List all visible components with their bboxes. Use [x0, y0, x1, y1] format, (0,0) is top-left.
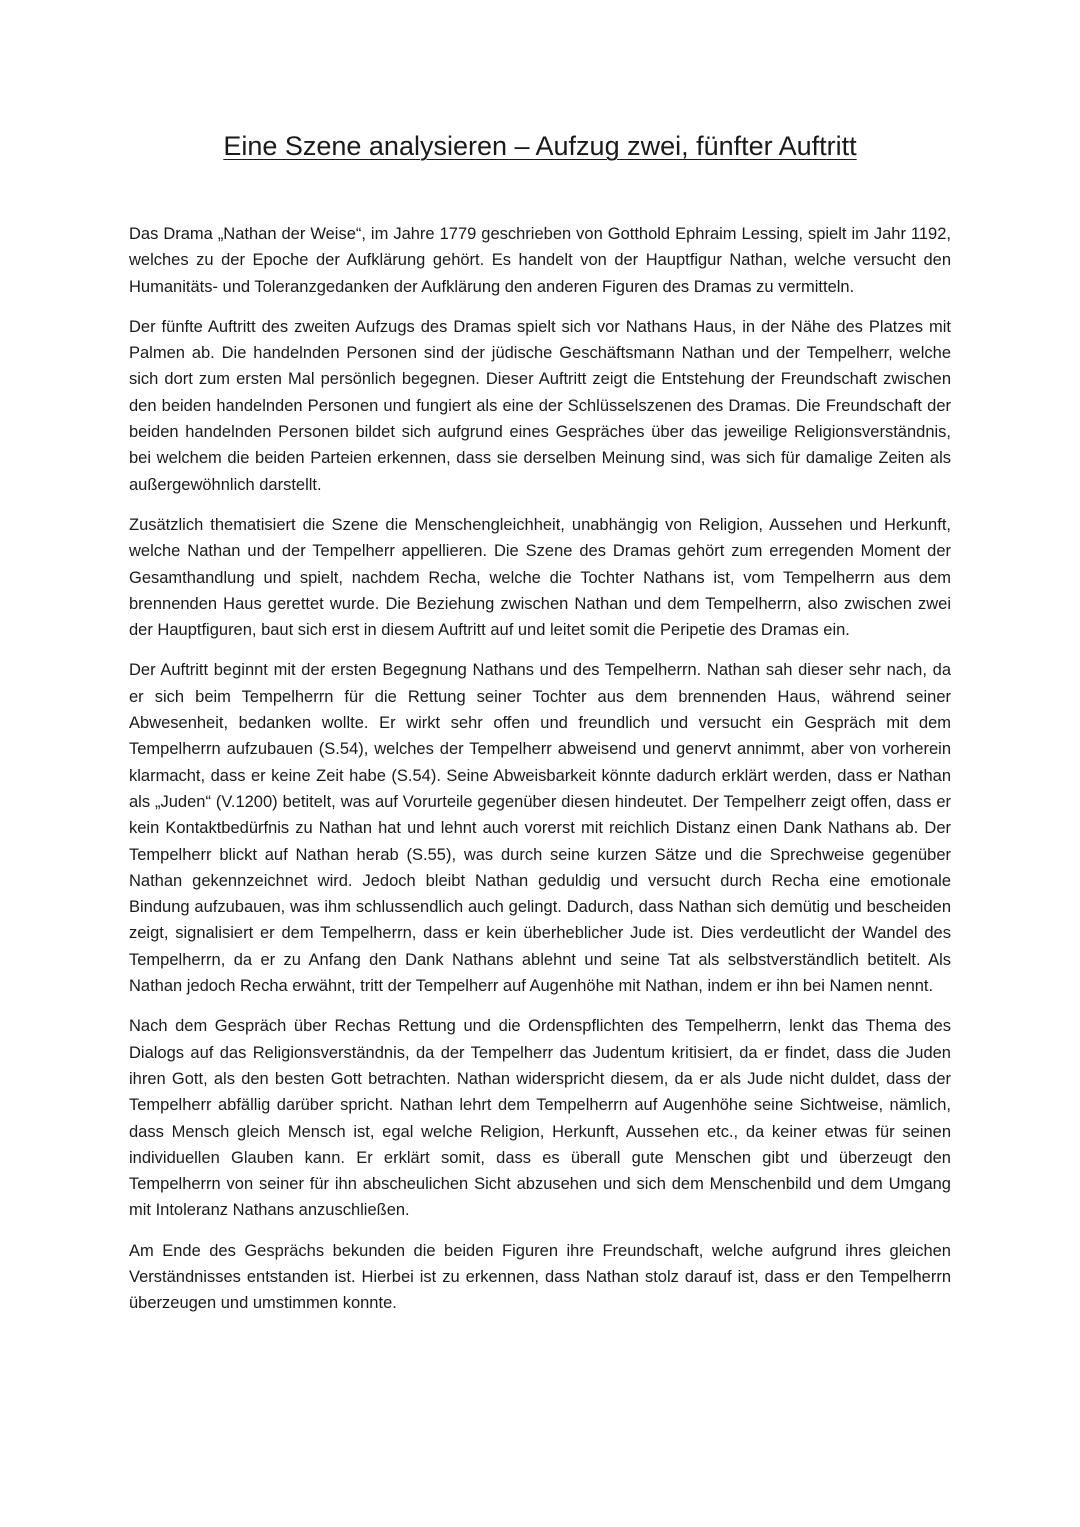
document-body — [129, 221, 951, 1331]
paragraph-conclusion: Am Ende des Gesprächs bekunden die beiden Figuren ihre Freundschaft, welche aufgrund ihres gleichen Verständnisses entstanden ist. Hierbei ist zu erkennen, dass Nathan stolz darauf ist, dass er den Tempelherrn überzeugen und umstimmen konnte. — [129, 1241, 951, 1313]
paragraph-scene-setting: Der fünfte Auftritt des zweiten Aufzugs des Dramas spielt sich vor Nathans Haus, in der Nähe des Platzes mit Palmen ab. Die handelnden Personen sind der jüdische Geschäftsmann Nathan und der Tempelherr, welche sich dort zum ersten Mal persönlich begegnen. Dieser Auftritt zeigt die Entstehung der Freundschaft zwischen den beiden handelnden Personen und fungiert als eine der Schlüsselszenen des Dramas. Die Freundschaft der beiden handelnden Personen bildet sich aufgrund eines Gespräches über das jeweilige Religionsverständnis, bei welchem die beiden Parteien erkennen, dass sie derselben Meinung sind, was sich für damalige Zeiten als außergewöhnlich darstellt. — [129, 317, 951, 494]
page-title: Eine Szene analysieren – Aufzug zwei, fünfter Auftritt — [223, 131, 857, 161]
paragraph-religion-dialogue: Nach dem Gespräch über Rechas Rettung und die Ordenspflichten des Tempelherrn, lenkt das Thema des Dialogs auf das Religionsverständnis, da der Tempelherr das Judentum kritisiert, da er findet, dass die Juden ihren Gott, als den besten Gott betrachten. Nathan widerspricht diesem, da er als Jude nicht duldet, dass der Tempelherr abfällig darüber spricht. Nathan lehrt dem Tempelherrn auf Augenhöhe seine Sichtweise, nämlich, dass Mensch gleich Mensch ist, egal welche Religion, Herkunft, Aussehen etc., da keiner etwas für seinen individuellen Glauben kann. Er erklärt somit, dass es überall gute Menschen gibt und überzeugt den Tempelherrn von seiner für ihn abscheulichen Sicht abzusehen und sich dem Menschenbild und dem Umgang mit Intoleranz Nathans anzuschließen. — [129, 1017, 951, 1220]
paragraph-introduction: Das Drama „Nathan der Weise“, im Jahre 1779 geschrieben von Gotthold Ephraim Lessing, spielt im Jahr 1192, welches zu der Epoche der Aufklärung gehört. Es handelt von der Hauptfigur Nathan, welche versucht den Humanitäts- und Toleranzgedanken der Aufklärung den anderen Figuren des Dramas zu vermitteln. — [129, 225, 951, 296]
paragraph-encounter-analysis: Der Auftritt beginnt mit der ersten Begegnung Nathans und des Tempelherrn. Nathan sah dieser sehr nach, da er sich beim Tempelherrn für die Rettung seiner Tochter aus dem brennenden Haus, während seiner Abwesenheit, bedanken wollte. Er wirkt sehr offen und freundlich und versucht ein Gespräch mit dem Tempelherrn aufzubauen (S.54), welches der Tempelherr abweisend und genervt annimmt, aber von vorherein klarmacht, dass er keine Zeit habe (S.54). Seine Abweisbarkeit könnte dadurch erklärt werden, dass er Nathan als „Juden“ (V.1200) betitelt, was auf Vorurteile gegenüber diesen hindeutet. Der Tempelherr zeigt offen, dass er kein Kontaktbedürfnis zu Nathan hat und lehnt auch vorerst mit reichlich Distanz einen Dank Nathans ab. Der Tempelherr blickt auf Nathan herab (S.55), was durch seine kurzen Sätze und die Sprechweise gegenüber Nathan gekennzeichnet wird. Jedoch bleibt Nathan geduldig und versucht durch Recha eine emotionale Bindung aufzubauen, was ihm schlussendlich auch gelingt. Dadurch, dass Nathan sich demütig und bescheiden zeigt, signalisiert er dem Tempelherrn, dass er kein überheblicher Jude ist. Dies verdeutlicht der Wandel des Tempelherrn, da er zu Anfang den Dank Nathans ablehnt und seine Tat als selbstverständlich betitelt. Als Nathan jedoch Recha erwähnt, tritt der Tempelherr auf Augenhöhe mit Nathan, indem er ihn bei Namen nennt. — [129, 661, 951, 996]
paragraph-theme: Zusätzlich thematisiert die Szene die Menschengleichheit, unabhängig von Religion, Aussehen und Herkunft, welche Nathan und der Tempelherr appellieren. Die Szene des Dramas gehört zum erregenden Moment der Gesamthandlung und spielt, nachdem Recha, welche die Tochter Nathans ist, vom Tempelherrn aus dem brennenden Haus gerettet wurde. Die Beziehung zwischen Nathan und dem Tempelherrn, also zwischen zwei der Hauptfiguren, baut sich erst in diesem Auftritt auf und leitet somit die Peripetie des Dramas ein. — [129, 515, 951, 640]
